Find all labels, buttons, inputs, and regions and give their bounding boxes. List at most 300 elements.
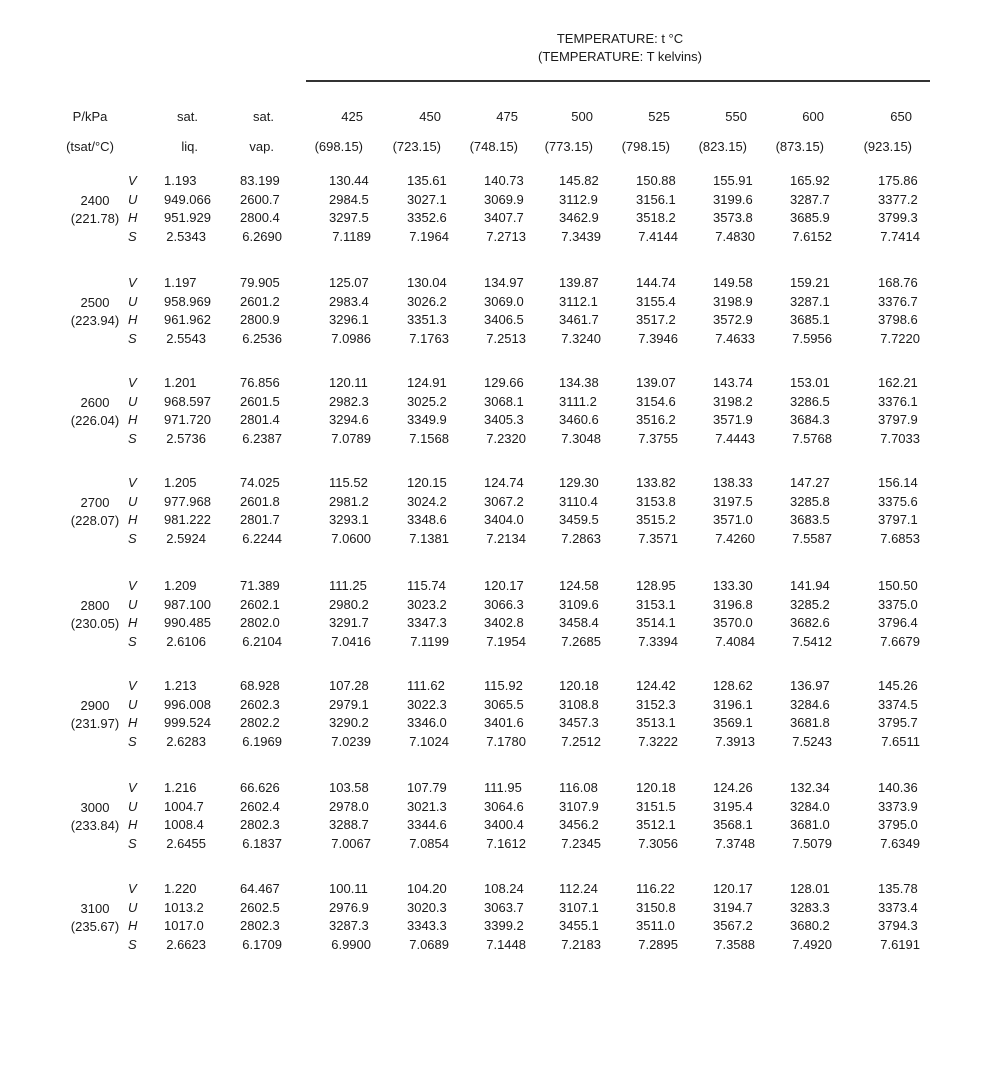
table-cell: 149.58 [713, 275, 753, 290]
table-cell: 3794.3 [878, 918, 918, 934]
table-row [0, 393, 993, 411]
table-cell: 108.24 [484, 881, 524, 896]
table-cell: 156.14 [878, 475, 918, 490]
table-cell: 3402.8 [484, 615, 524, 631]
table-cell: 162.21 [878, 375, 918, 390]
table-cell: 7.1780 [486, 733, 526, 749]
property-symbol: H [128, 817, 138, 833]
table-cell: 987.100 [164, 596, 211, 612]
table-cell: 3111.2 [559, 393, 597, 409]
table-cell: 7.2895 [638, 936, 678, 952]
table-cell: 3514.1 [636, 615, 676, 631]
table-cell: 3112.1 [559, 293, 598, 309]
table-cell: 3064.6 [484, 798, 524, 814]
table-cell: 139.87 [559, 275, 599, 290]
table-cell: 3065.5 [484, 696, 524, 712]
table-cell: 3683.5 [790, 512, 830, 528]
table-cell: 7.0789 [331, 430, 371, 446]
table-cell: 3285.8 [790, 493, 830, 509]
table-cell: 7.2134 [486, 530, 526, 546]
property-symbol: V [128, 780, 137, 795]
table-cell: 111.25 [329, 578, 367, 593]
table-row [0, 493, 993, 511]
property-symbol: S [128, 430, 137, 446]
table-cell: 951.929 [164, 210, 211, 226]
table-cell: 3110.4 [559, 493, 598, 509]
table-cell: 3568.1 [713, 817, 753, 833]
table-cell: 3406.5 [484, 312, 524, 328]
table-cell: 155.91 [713, 173, 753, 188]
table-cell: 7.4260 [715, 530, 755, 546]
table-cell: 83.199 [240, 173, 280, 188]
column-header-line1: sat. [177, 109, 198, 124]
table-cell: 3069.9 [484, 191, 524, 207]
table-cell: 76.856 [240, 375, 280, 390]
table-cell: 7.3439 [561, 228, 601, 244]
table-cell: 2800.4 [240, 210, 280, 226]
table-cell: 7.3240 [561, 330, 601, 346]
table-cell: 175.86 [878, 173, 918, 188]
table-cell: 7.3588 [715, 936, 755, 952]
table-cell: 7.1189 [332, 228, 371, 244]
property-symbol: H [128, 715, 138, 731]
table-cell: 6.1969 [242, 733, 282, 749]
table-cell: 3795.7 [878, 715, 918, 731]
table-cell: 3107.9 [559, 798, 599, 814]
table-cell: 7.1024 [409, 733, 449, 749]
table-cell: 7.6511 [881, 733, 920, 749]
table-cell: 3027.1 [407, 191, 447, 207]
table-row [0, 779, 993, 797]
table-cell: 2976.9 [329, 899, 369, 915]
property-symbol: V [128, 375, 137, 390]
table-cell: 138.33 [713, 475, 753, 490]
table-cell: 139.07 [636, 375, 676, 390]
table-cell: 7.1763 [409, 330, 449, 346]
table-cell: 3150.8 [636, 899, 676, 915]
table-cell: 3569.1 [713, 715, 753, 731]
table-cell: 129.30 [559, 475, 599, 490]
table-cell: 7.2863 [561, 530, 601, 546]
table-cell: 7.3222 [638, 733, 678, 749]
table-cell: 3401.6 [484, 715, 524, 731]
table-cell: 3511.0 [636, 918, 675, 934]
table-cell: 1008.4 [164, 817, 204, 833]
table-cell: 2602.1 [240, 596, 280, 612]
table-cell: 71.389 [240, 578, 280, 593]
table-cell: 100.11 [329, 881, 368, 896]
table-row [0, 191, 993, 209]
table-cell: 3025.2 [407, 393, 447, 409]
table-cell: 3346.0 [407, 715, 447, 731]
table-cell: 116.22 [636, 881, 675, 896]
table-cell: 3681.8 [790, 715, 830, 731]
saturation-temperature: (223.94) [70, 313, 120, 329]
table-cell: 7.3394 [638, 633, 678, 649]
table-cell: 3023.2 [407, 596, 447, 612]
table-cell: 1.197 [164, 275, 197, 290]
table-cell: 3296.1 [329, 312, 369, 328]
column-header-line1: 425 [341, 109, 363, 124]
table-cell: 3567.2 [713, 918, 753, 934]
table-cell: 3376.7 [878, 293, 918, 309]
table-cell: 115.92 [484, 678, 523, 693]
table-cell: 3682.6 [790, 615, 830, 631]
table-cell: 3024.2 [407, 493, 447, 509]
table-cell: 3196.8 [713, 596, 753, 612]
table-cell: 6.2536 [242, 330, 282, 346]
column-header-line1: 450 [419, 109, 441, 124]
table-cell: 133.30 [713, 578, 753, 593]
table-cell: 3571.0 [713, 512, 753, 528]
table-cell: 3069.0 [484, 293, 524, 309]
pressure-value: 3100 [80, 900, 110, 916]
table-cell: 7.5243 [792, 733, 832, 749]
table-cell: 1.205 [164, 475, 197, 490]
table-cell: 3066.3 [484, 596, 524, 612]
table-row [0, 816, 993, 834]
table-row [0, 274, 993, 292]
table-cell: 3518.2 [636, 210, 676, 226]
pressure-block [0, 577, 993, 653]
property-symbol: H [128, 512, 138, 528]
table-cell: 133.82 [636, 475, 676, 490]
table-cell: 128.95 [636, 578, 676, 593]
property-symbol: V [128, 578, 137, 593]
table-cell: 3068.1 [484, 393, 524, 409]
table-cell: 3063.7 [484, 899, 524, 915]
table-cell: 3151.5 [636, 798, 676, 814]
property-symbol: U [128, 596, 138, 612]
table-cell: 107.28 [329, 678, 369, 693]
table-cell: 2983.4 [329, 293, 369, 309]
pressure-block [0, 779, 993, 855]
table-cell: 3297.5 [329, 210, 369, 226]
table-cell: 7.2685 [561, 633, 601, 649]
table-cell: 7.4830 [715, 228, 755, 244]
table-cell: 7.0854 [409, 835, 449, 851]
property-symbol: V [128, 881, 137, 896]
column-header-line2: (748.15) [469, 139, 518, 154]
table-cell: 135.61 [407, 173, 447, 188]
table-cell: 3285.2 [790, 596, 830, 612]
table-cell: 124.91 [407, 375, 447, 390]
table-cell: 2601.2 [240, 293, 280, 309]
table-cell: 3571.9 [713, 412, 753, 428]
table-cell: 2800.9 [240, 312, 280, 328]
table-cell: 3796.4 [878, 615, 918, 631]
table-cell: 120.17 [484, 578, 524, 593]
column-header [194, 102, 274, 162]
table-cell: 115.52 [329, 475, 368, 490]
table-cell: 130.44 [329, 173, 369, 188]
table-cell: 7.6679 [880, 633, 920, 649]
column-header [283, 102, 363, 162]
table-cell: 3684.3 [790, 412, 830, 428]
table-cell: 3462.9 [559, 210, 599, 226]
table-cell: 7.3755 [638, 430, 678, 446]
table-cell: 3400.4 [484, 817, 524, 833]
column-header-line2: (923.15) [863, 139, 912, 154]
table-row [0, 633, 993, 651]
table-cell: 144.74 [636, 275, 676, 290]
table-row [0, 880, 993, 898]
table-cell: 2.5736 [166, 430, 206, 446]
table-cell: 990.485 [164, 615, 211, 631]
table-cell: 6.2244 [242, 530, 282, 546]
saturation-temperature: (221.78) [70, 211, 120, 227]
table-cell: 3290.2 [329, 715, 369, 731]
pressure-block [0, 677, 993, 753]
table-cell: 7.0416 [331, 633, 371, 649]
table-cell: 140.36 [878, 780, 918, 795]
table-cell: 6.2387 [242, 430, 282, 446]
table-cell: 1004.7 [164, 798, 204, 814]
table-cell: 3291.7 [329, 615, 369, 631]
table-cell: 3460.6 [559, 412, 599, 428]
table-cell: 129.66 [484, 375, 524, 390]
table-cell: 3797.1 [878, 512, 918, 528]
table-cell: 7.3748 [715, 835, 755, 851]
column-header-line1: sat. [253, 109, 274, 124]
property-symbol: H [128, 615, 138, 631]
table-cell: 7.3056 [638, 835, 678, 851]
table-cell: 3799.3 [878, 210, 918, 226]
table-cell: 3293.1 [329, 512, 369, 528]
table-cell: 3152.3 [636, 696, 676, 712]
table-cell: 150.50 [878, 578, 918, 593]
column-header [438, 102, 518, 162]
table-cell: 7.0600 [331, 530, 371, 546]
pressure-value: 2400 [80, 192, 110, 208]
table-cell: 3516.2 [636, 412, 676, 428]
table-cell: 1.220 [164, 881, 197, 896]
property-symbol: U [128, 393, 138, 409]
table-cell: 3156.1 [636, 191, 676, 207]
table-cell: 7.4633 [715, 330, 755, 346]
table-cell: 968.597 [164, 393, 211, 409]
table-cell: 7.2512 [561, 733, 601, 749]
table-cell: 103.58 [329, 780, 369, 795]
table-cell: 3154.6 [636, 393, 676, 409]
table-cell: 74.025 [240, 475, 280, 490]
table-cell: 7.5412 [792, 633, 832, 649]
pressure-value: 2800 [80, 597, 110, 613]
table-cell: 3284.0 [790, 798, 830, 814]
table-cell: 128.01 [790, 881, 830, 896]
table-cell: 3373.4 [878, 899, 918, 915]
table-cell: 2979.1 [329, 696, 369, 712]
table-cell: 128.62 [713, 678, 753, 693]
saturation-temperature: (231.97) [70, 716, 120, 732]
table-cell: 3347.3 [407, 615, 447, 631]
table-cell: 3344.6 [407, 817, 447, 833]
table-row [0, 330, 993, 348]
table-cell: 3572.9 [713, 312, 753, 328]
table-cell: 2981.2 [329, 493, 369, 509]
property-symbol: U [128, 798, 138, 814]
table-cell: 3197.5 [713, 493, 753, 509]
table-cell: 2.5924 [166, 530, 206, 546]
table-cell: 7.0689 [409, 936, 449, 952]
table-cell: 3680.2 [790, 918, 830, 934]
table-cell: 3461.7 [559, 312, 599, 328]
table-cell: 1013.2 [164, 899, 204, 915]
table-cell: 7.2183 [561, 936, 601, 952]
table-cell: 3112.9 [559, 191, 598, 207]
table-cell: 7.1448 [486, 936, 526, 952]
pressure-block [0, 172, 993, 248]
table-cell: 2801.7 [240, 512, 280, 528]
table-cell: 3517.2 [636, 312, 676, 328]
table-cell: 3155.4 [636, 293, 676, 309]
table-cell: 7.5587 [792, 530, 832, 546]
table-cell: 2.6106 [166, 633, 206, 649]
table-cell: 3681.0 [790, 817, 830, 833]
pressure-block [0, 274, 993, 350]
table-cell: 145.26 [878, 678, 918, 693]
header-rule [306, 80, 930, 82]
table-cell: 6.2690 [242, 228, 282, 244]
table-cell: 7.0986 [331, 330, 371, 346]
table-cell: 3407.7 [484, 210, 524, 226]
table-cell: 115.74 [407, 578, 446, 593]
table-cell: 3375.0 [878, 596, 918, 612]
table-cell: 2.5543 [166, 330, 206, 346]
pressure-block [0, 474, 993, 550]
table-cell: 971.720 [164, 412, 211, 428]
column-header-line1: 525 [648, 109, 670, 124]
table-cell: 7.6152 [792, 228, 832, 244]
table-row [0, 936, 993, 954]
table-cell: 3348.6 [407, 512, 447, 528]
property-symbol: S [128, 633, 137, 649]
pressure-value: 2500 [80, 294, 110, 310]
table-cell: 7.2345 [561, 835, 601, 851]
table-cell: 3405.3 [484, 412, 524, 428]
property-symbol: U [128, 293, 138, 309]
table-row [0, 917, 993, 935]
table-row [0, 172, 993, 190]
table-cell: 2602.5 [240, 899, 280, 915]
table-cell: 1017.0 [164, 918, 204, 934]
table-row [0, 696, 993, 714]
table-cell: 66.626 [240, 780, 280, 795]
property-symbol: S [128, 835, 137, 851]
table-row [0, 511, 993, 529]
table-cell: 958.969 [164, 293, 211, 309]
property-symbol: U [128, 493, 138, 509]
saturation-temperature: (226.04) [70, 413, 120, 429]
table-cell: 3288.7 [329, 817, 369, 833]
table-cell: 68.928 [240, 678, 280, 693]
table-cell: 134.97 [484, 275, 524, 290]
table-cell: 3349.9 [407, 412, 447, 428]
table-cell: 3573.8 [713, 210, 753, 226]
table-row [0, 677, 993, 695]
table-row [0, 835, 993, 853]
table-cell: 3376.1 [878, 393, 918, 409]
table-cell: 3195.4 [713, 798, 753, 814]
pressure-block [0, 374, 993, 450]
table-cell: 124.42 [636, 678, 676, 693]
column-header [667, 102, 747, 162]
column-header-line2: (823.15) [698, 139, 747, 154]
table-cell: 3352.6 [407, 210, 447, 226]
table-cell: 79.905 [240, 275, 280, 290]
table-cell: 104.20 [407, 881, 447, 896]
table-cell: 3294.6 [329, 412, 369, 428]
table-cell: 3458.4 [559, 615, 599, 631]
table-row [0, 311, 993, 329]
table-cell: 3198.9 [713, 293, 753, 309]
property-symbol: U [128, 696, 138, 712]
table-cell: 6.9900 [331, 936, 371, 952]
table-cell: 3343.3 [407, 918, 447, 934]
table-cell: 153.01 [790, 375, 830, 390]
table-cell: 7.1964 [409, 228, 449, 244]
table-cell: 3026.2 [407, 293, 447, 309]
temperature-kelvin-label: (TEMPERATURE: T kelvins) [538, 49, 702, 64]
table-cell: 116.08 [559, 780, 598, 795]
table-row [0, 577, 993, 595]
table-cell: 130.04 [407, 275, 447, 290]
column-header-line1: 650 [890, 109, 912, 124]
table-cell: 120.18 [559, 678, 599, 693]
table-cell: 3798.6 [878, 312, 918, 328]
table-cell: 3021.3 [407, 798, 447, 814]
table-cell: 3108.8 [559, 696, 599, 712]
table-cell: 64.467 [240, 881, 280, 896]
table-cell: 3286.5 [790, 393, 830, 409]
property-symbol: S [128, 936, 137, 952]
table-cell: 3512.1 [636, 817, 676, 833]
table-cell: 7.2513 [486, 330, 526, 346]
table-cell: 159.21 [790, 275, 830, 290]
table-cell: 2802.0 [240, 615, 280, 631]
column-header [361, 102, 441, 162]
column-header [744, 102, 824, 162]
property-symbol: H [128, 312, 138, 328]
table-cell: 135.78 [878, 881, 918, 896]
table-cell: 7.3571 [638, 530, 678, 546]
property-symbol: V [128, 173, 137, 188]
table-cell: 3287.1 [790, 293, 830, 309]
column-header-line2: (873.15) [775, 139, 824, 154]
table-cell: 7.6349 [880, 835, 920, 851]
table-cell: 3020.3 [407, 899, 447, 915]
saturation-temperature: (230.05) [70, 616, 120, 632]
table-cell: 3456.2 [559, 817, 599, 833]
property-symbol: H [128, 412, 138, 428]
table-cell: 2801.4 [240, 412, 280, 428]
table-cell: 168.76 [878, 275, 918, 290]
table-cell: 6.1837 [242, 835, 282, 851]
table-cell: 3153.1 [636, 596, 676, 612]
table-cell: 2802.3 [240, 817, 280, 833]
table-cell: 7.1199 [410, 633, 449, 649]
table-cell: 7.2320 [486, 430, 526, 446]
table-cell: 136.97 [790, 678, 830, 693]
table-cell: 3455.1 [559, 918, 599, 934]
table-cell: 7.3913 [715, 733, 755, 749]
column-header [118, 102, 198, 162]
table-cell: 3375.6 [878, 493, 918, 509]
table-row [0, 530, 993, 548]
table-cell: 2980.2 [329, 596, 369, 612]
table-cell: 124.26 [713, 780, 753, 795]
column-header-line2: (798.15) [621, 139, 670, 154]
